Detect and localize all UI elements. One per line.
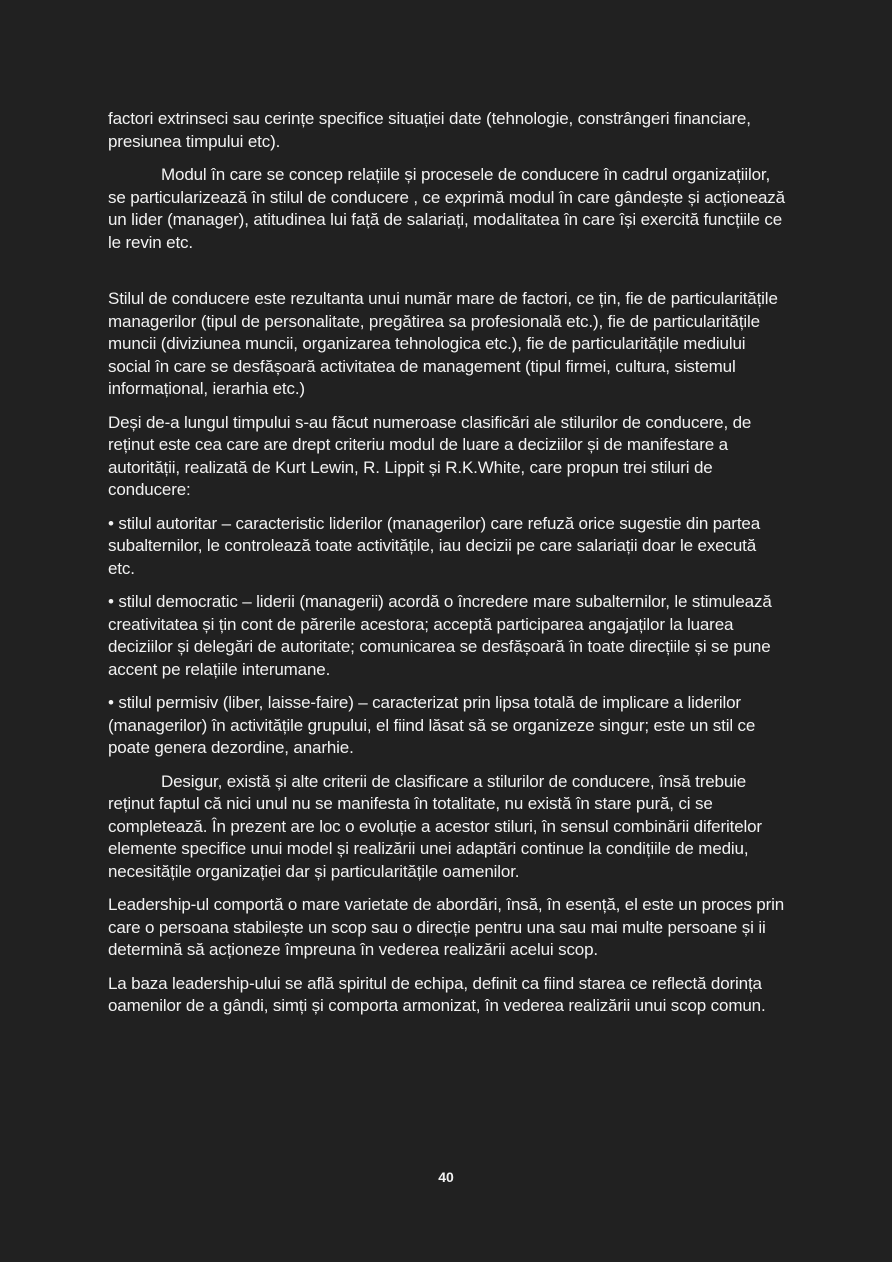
list-item-democratic: • stilul democratic – liderii (managerii) acordă o încredere mare subalternilor, le stimulează creativitatea și țin cont de părerile acestora; acceptă participarea angajaților la luarea deciziilor și delegări de autoritate; comunicarea se desfășoară în toate direcțiile și se pune accent pe relațiile interumane.	[108, 592, 772, 679]
page-body	[108, 108, 786, 1029]
paragraph-continuation: factori extrinseci sau cerințe specifice situației date (tehnologie, constrângeri financiare, presiunea timpului etc).	[108, 109, 751, 151]
page-number: 40	[438, 1169, 454, 1185]
paragraph-team-spirit: La baza leadership-ului se află spiritul de echipa, definit ca fiind starea ce reflectă dorința oamenilor de a gândi, simți și comporta armonizat, în vederea realizării unui scop comun.	[108, 973, 766, 1015]
list-item-authoritarian: • stilul autoritar – caracteristic liderilor (managerilor) care refuză orice sugestie din partea subalternilor, le controlează toate activitățile, iau decizii pe care salariații doar le execută etc.	[108, 513, 760, 578]
paragraph-leadership-style-factors: Stilul de conducere este rezultanta unui număr mare de factori, ce țin, fie de particularitățile managerilor (tipul de personalitate, pregătirea sa profesională etc.), fie de particularitățile muncii (diviziunea muncii, organizarea tehnologica etc.), fie de particularitățile mediului social în care se desfășoară activitatea de management (tipul firmei, cultura, sistemul informațional, ierarhia etc.)	[108, 289, 778, 398]
paragraph-relations: Modul în care se concep relațiile și procesele de conducere în cadrul organizațiilor, se particularizează în stilul de conducere , ce exprimă modul în care gândește și acționează un lider (manager), atitudinea lui față de salariați, modalitatea în care își exercită funcțiile ce le revin etc.	[108, 165, 785, 252]
paragraph-leadership-definition: Leadership-ul comportă o mare varietate de abordări, însă, în esență, el este un proces prin care o persoana stabilește un scop sau o direcție pentru una sau mai multe persoane și ii determină să acționeze împreuna în vederea realizării acelui scop.	[108, 895, 785, 959]
paragraph-other-criteria: Desigur, există și alte criterii de clasificare a stilurilor de conducere, însă trebuie reținut faptul că nici unul nu se manifesta în totalitate, nu există în stare pură, ci se completează. În prezent are loc o evoluție a acestor stiluri, în sensul combinării diferitelor elemente specifice unui model și realizării unei adaptări continue la condițiile de mediu, necesitățile organizației dar și particularitățile oamenilor.	[108, 771, 762, 881]
list-item-permissive: • stilul permisiv (liber, laisse-faire) – caracterizat prin lipsa totală de implicare a liderilor (managerilor) în activitățile grupului, el fiind lăsat să se organizeze singur; este un stil ce poate genera dezordine, anarhie.	[108, 693, 756, 757]
paragraph-classification: Deși de-a lungul timpului s-au făcut numeroase clasificări ale stilurilor de conducere, de reținut este cea care are drept criteriu modul de luare a deciziilor și de manifestare a autorității, realizată de Kurt Lewin, R. Lippit și R.K.White, care propun trei stiluri de conducere:	[108, 412, 752, 499]
